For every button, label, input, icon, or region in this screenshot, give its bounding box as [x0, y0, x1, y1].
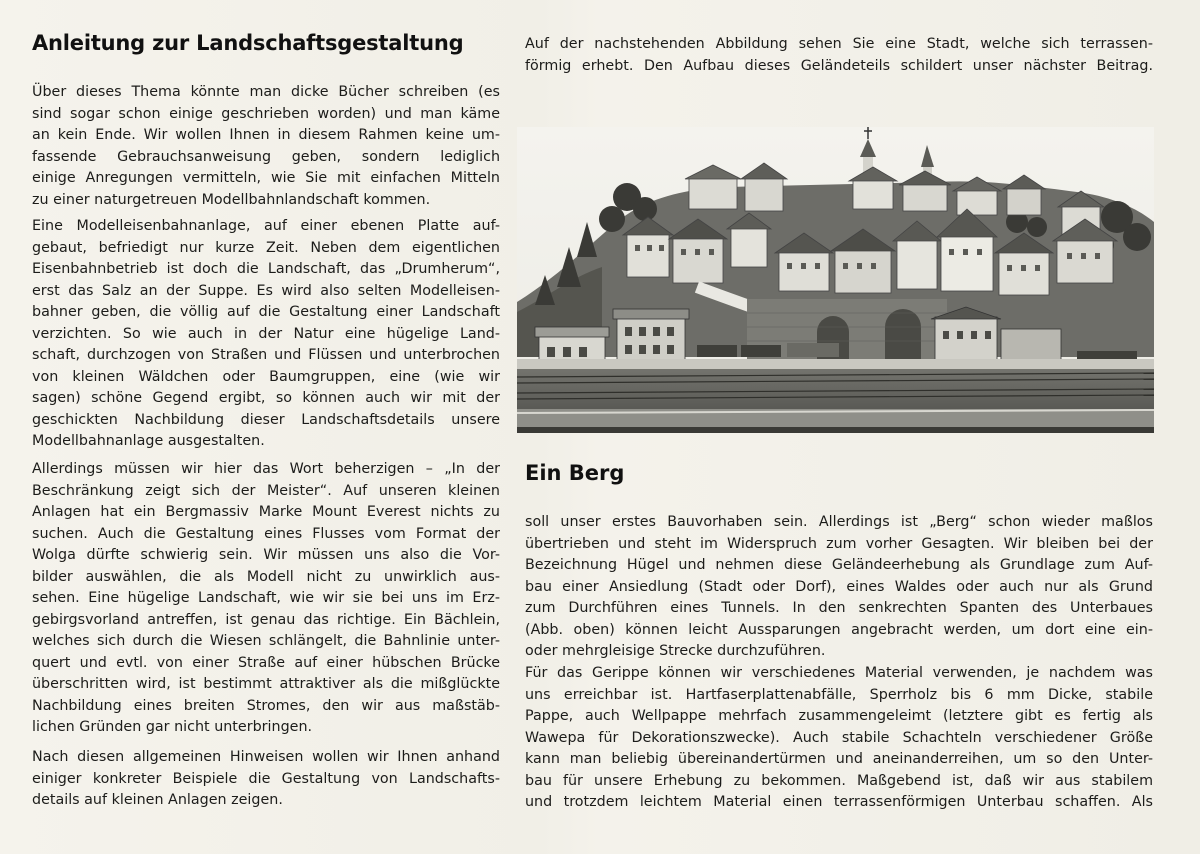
text-line: Eine Modelleisenbahnanlage, auf einer ebenen Platte auf-	[32, 218, 500, 234]
left-paragraph-3	[32, 459, 500, 739]
text-line: einige Anregungen vermitteln, wie Sie mit einfachen Mitteln	[32, 170, 500, 186]
text-line: Wawepa für Dekorationszwecke). Auch stabile Schachteln verschiedener Größe	[525, 729, 1153, 746]
right-paragraph-1	[525, 512, 1153, 663]
text-line: oder mehrgleisige Strecke durchzuführen.	[525, 643, 826, 659]
text-line: bilder auswählen, die als Modell nicht zu unwirklich aus-	[32, 568, 500, 585]
text-line: gebaut, befriedigt nur kurze Zeit. Neben dem eigentlichen	[32, 239, 500, 256]
page-title: Anleitung zur Landschaftsgestaltung	[32, 31, 464, 55]
text-line: einiger konkreter Beispiele die Gestaltung von Landschafts-	[32, 770, 500, 787]
section-heading: Ein Berg	[525, 461, 625, 485]
left-paragraph-1	[32, 82, 500, 211]
text-line: welches sich durch die Wiesen schlängelt, die Bahnlinie unter-	[32, 633, 500, 649]
text-line: details auf kleinen Anlagen zeigen.	[32, 792, 283, 808]
text-line: sagen) schöne Gegend ergibt, so können auch wir mit der	[32, 390, 500, 406]
text-line: lichen Gründen gar nicht unterbringen.	[32, 719, 313, 735]
text-line: Für das Gerippe können wir verschiedenes Material verwenden, je nachdem was	[525, 665, 1153, 681]
model-town-photograph	[517, 127, 1154, 433]
text-line: zum Durchführen eines Tunnels. In den senkrechten Spanten des Unterbaues	[525, 600, 1153, 616]
right-paragraph-2	[525, 663, 1153, 814]
text-line: zu einer naturgetreuen Modellbahnlandschaft kommen.	[32, 191, 431, 208]
text-line: (Abb. oben) können leicht Aussparungen angebracht werden, um dort eine ein-	[525, 621, 1153, 638]
text-line: Modellbahnanlage ausgestalten.	[32, 433, 265, 449]
text-line: bau einer Ansiedlung (Stadt oder Dorf), eines Waldes oder auch nur als Grund	[525, 578, 1153, 595]
text-line: gebirgsvorland antreffen, ist genau das richtige. Ein Bächlein,	[32, 611, 500, 628]
text-line: Anlagen hat ein Bergmassiv Marke Mount Everest nichts zu	[32, 504, 500, 520]
text-line: sehen. Eine hügelige Landschaft, wie wir sie bei uns im Erz-	[32, 590, 500, 606]
text-line: quert und evtl. von einer Straße auf einer hübschen Brücke	[32, 654, 500, 671]
text-line: Eisenbahnbetrieb ist doch die Landschaft, das „Drumherum“,	[32, 261, 500, 277]
text-line: Pappe, auch Wellpappe mehrfach zusammengeleimt (letztere gibt es fertig als	[525, 708, 1153, 724]
text-line: Auf der nachstehenden Abbildung sehen Sie eine Stadt, welche sich terrassen-	[525, 36, 1153, 52]
text-line: übertrieben und steht im Widerspruch zum vorher Gesagten. Wir bleiben bei der	[525, 535, 1153, 552]
text-line: Bezeichnung Hügel und nehmen diese Geländeerhebung als Grundlage zum Auf-	[525, 557, 1153, 573]
text-line: schaft, durchzogen von Straßen und Flüssen und unterbrochen	[32, 347, 500, 363]
text-line: Beschränkung zeigt sich der Meister“. Auf unseren kleinen	[32, 482, 500, 499]
text-line: und trotzdem leichtem Material einen terrassenförmigen Unterbau schaffen. Als	[525, 794, 1153, 810]
text-line: geschickten Nachbildung dieser Landschaftsdetails unsere	[32, 411, 500, 428]
text-line: verzichten. So wie auch in der Natur eine hügelige Land-	[32, 325, 500, 342]
text-line: förmig erhebt. Den Aufbau dieses Geländeteils schildert unser nächster Beitrag.	[525, 57, 1153, 74]
text-line: Nach diesen allgemeinen Hinweisen wollen wir Ihnen anhand	[32, 749, 500, 765]
text-line: fassende Gebrauchsanweisung geben, sondern lediglich	[32, 148, 500, 165]
text-line: suchen. Auch die Gestaltung eines Flusses vom Format der	[32, 525, 500, 542]
text-line: uns erreichbar ist. Hartfaserplattenabfälle, Sperrholz bis 6 mm Dicke, stabile	[525, 686, 1153, 703]
text-line: bahner geben, die völlig auf die Gestaltung einer Landschaft	[32, 304, 500, 320]
text-line: Nachbildung eines breiten Stromes, den wir aus maßstäb-	[32, 697, 500, 714]
photo-illustration	[517, 127, 1154, 433]
text-line: erst das Salz an der Suppe. Es wird also selten Modelleisen-	[32, 282, 500, 299]
text-line: an kein Ende. Wir wollen Ihnen in diesem Rahmen keine um-	[32, 127, 500, 143]
left-paragraph-2	[32, 216, 500, 453]
text-line: sind sogar schon einige geschrieben worden) und man käme	[32, 105, 500, 122]
text-line: soll unser erstes Bauvorhaben sein. Allerdings ist „Berg“ schon wieder maßlos	[525, 514, 1153, 530]
left-paragraph-4	[32, 747, 500, 812]
right-intro-paragraph	[525, 34, 1153, 77]
text-line: kann man beliebig übereinandertürmen und aneinanderreihen, um so den Unter-	[525, 751, 1153, 767]
text-line: bau für unsere Erhebung zu bekommen. Maßgebend ist, daß wir aus stabilem	[525, 772, 1153, 789]
text-line: überschritten wird, ist bestimmt attraktiver als die mißglückte	[32, 676, 500, 692]
text-line: von kleinen Wäldchen oder Baumgruppen, eine (wie wir	[32, 368, 500, 385]
text-line: Wolga dürfte schwierig sein. Wir müssen uns also die Vor-	[32, 547, 500, 563]
text-line: Über dieses Thema könnte man dicke Bücher schreiben (es	[32, 84, 500, 100]
text-line: Allerdings müssen wir hier das Wort beherzigen – „In der	[32, 461, 500, 477]
